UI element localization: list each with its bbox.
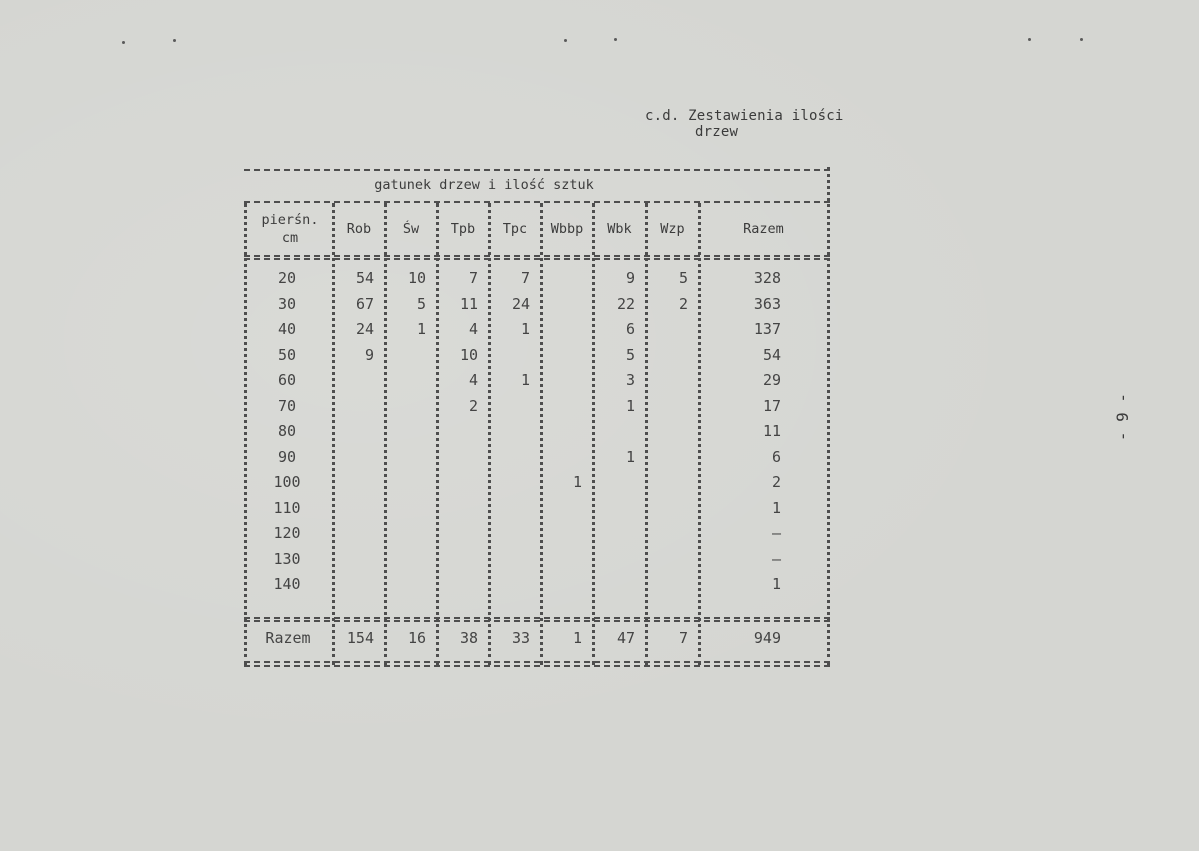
- diameter-cell: 80: [277, 422, 297, 440]
- tree-count-table: [244, 167, 830, 669]
- count-cell: 1: [572, 473, 582, 491]
- diameter-cell: 140: [273, 575, 301, 593]
- document-heading: [645, 108, 843, 140]
- heading-line-2: drzew: [695, 124, 739, 140]
- count-cell: 24: [355, 320, 374, 338]
- column-header-1: Św: [402, 221, 420, 237]
- heading-line-1: c.d. Zestawienia ilości: [645, 108, 844, 124]
- grand-total-cell: 949: [753, 629, 781, 647]
- row-total-cell: 29: [762, 371, 781, 389]
- diameter-cell: 130: [273, 549, 301, 568]
- page-number-text: - 9 -: [1113, 392, 1132, 442]
- total-row-label: Razem: [265, 629, 311, 647]
- diameter-cell: 120: [273, 524, 301, 542]
- count-cell: 10: [459, 345, 478, 364]
- count-cell: 1: [625, 396, 635, 415]
- column-header-3: Tpc: [502, 221, 528, 237]
- count-cell: 1: [520, 320, 530, 338]
- count-cell: 6: [625, 320, 635, 338]
- diameter-cell: 90: [277, 447, 297, 466]
- count-cell: 4: [468, 320, 478, 338]
- count-cell: 2: [468, 396, 478, 415]
- count-cell: 10: [407, 269, 426, 287]
- punch-hole: [1028, 38, 1031, 41]
- row-total-cell: 328: [753, 269, 781, 287]
- column-header-0: Rob: [346, 221, 372, 237]
- count-cell: 9: [625, 269, 635, 287]
- row-total-cell: 11: [762, 422, 781, 440]
- punch-hole: [1080, 38, 1083, 41]
- row-total-cell: 17: [762, 396, 781, 415]
- diameter-cell: 30: [277, 294, 297, 313]
- count-cell: 54: [355, 269, 374, 287]
- column-header-2: Tpb: [450, 221, 476, 237]
- species-group-header: gatunek drzew i ilość sztuk: [374, 177, 594, 193]
- diameter-cell: 20: [277, 269, 297, 287]
- diameter-cell: 100: [273, 473, 301, 491]
- count-cell: 1: [416, 320, 426, 338]
- punch-hole: [564, 39, 567, 42]
- diameter-cell: 110: [273, 498, 301, 517]
- count-cell: 7: [520, 269, 530, 287]
- count-cell: 24: [511, 294, 530, 313]
- table-column-rule: [827, 167, 830, 665]
- column-header-4: Wbbp: [550, 221, 584, 237]
- row-total-cell: 1: [771, 498, 781, 517]
- count-cell: 5: [416, 294, 426, 313]
- total-count-cell: 16: [407, 629, 426, 647]
- row-total-cell: –: [771, 524, 781, 542]
- row-total-cell: 6: [771, 447, 781, 466]
- diameter-cell: 40: [277, 320, 297, 338]
- diameter-unit: cm: [281, 230, 299, 246]
- total-count-cell: 154: [346, 629, 374, 647]
- count-cell: 5: [678, 269, 688, 287]
- count-cell: 1: [520, 371, 530, 389]
- count-cell: 7: [468, 269, 478, 287]
- table-column-rule: [244, 203, 247, 665]
- count-cell: 2: [678, 294, 688, 313]
- row-total-cell: 137: [753, 320, 781, 338]
- diameter-cell: 50: [277, 345, 297, 364]
- count-cell: 11: [459, 294, 478, 313]
- punch-hole: [122, 41, 125, 44]
- row-total-cell: 2: [771, 473, 781, 491]
- punch-hole: [614, 38, 617, 41]
- count-cell: 9: [364, 345, 374, 364]
- count-cell: 3: [625, 371, 635, 389]
- count-cell: 4: [468, 371, 478, 389]
- diameter-cell: 60: [277, 371, 297, 389]
- row-total-cell: 363: [753, 294, 781, 313]
- diameter-header: pierśn.: [261, 212, 319, 228]
- count-cell: 1: [625, 447, 635, 466]
- count-cell: 5: [625, 345, 635, 364]
- total-count-cell: 7: [678, 629, 688, 647]
- row-total-cell: 1: [771, 575, 781, 593]
- count-cell: 22: [616, 294, 635, 313]
- total-count-cell: 38: [459, 629, 478, 647]
- diameter-cell: 70: [277, 396, 297, 415]
- total-count-cell: 33: [511, 629, 530, 647]
- total-count-cell: 1: [572, 629, 582, 647]
- page-number: [1108, 378, 1138, 456]
- column-header-5: Wbk: [607, 221, 632, 237]
- table-rule: [244, 169, 830, 171]
- table-rule: [244, 665, 830, 667]
- table-column-rule: [540, 203, 543, 665]
- punch-hole: [173, 39, 176, 42]
- column-header-6: Wzp: [660, 221, 685, 237]
- total-count-cell: 47: [616, 629, 635, 647]
- column-header-7: Razem: [743, 221, 784, 237]
- count-cell: 67: [355, 294, 374, 313]
- row-total-cell: 54: [762, 345, 781, 364]
- row-total-cell: –: [771, 549, 781, 568]
